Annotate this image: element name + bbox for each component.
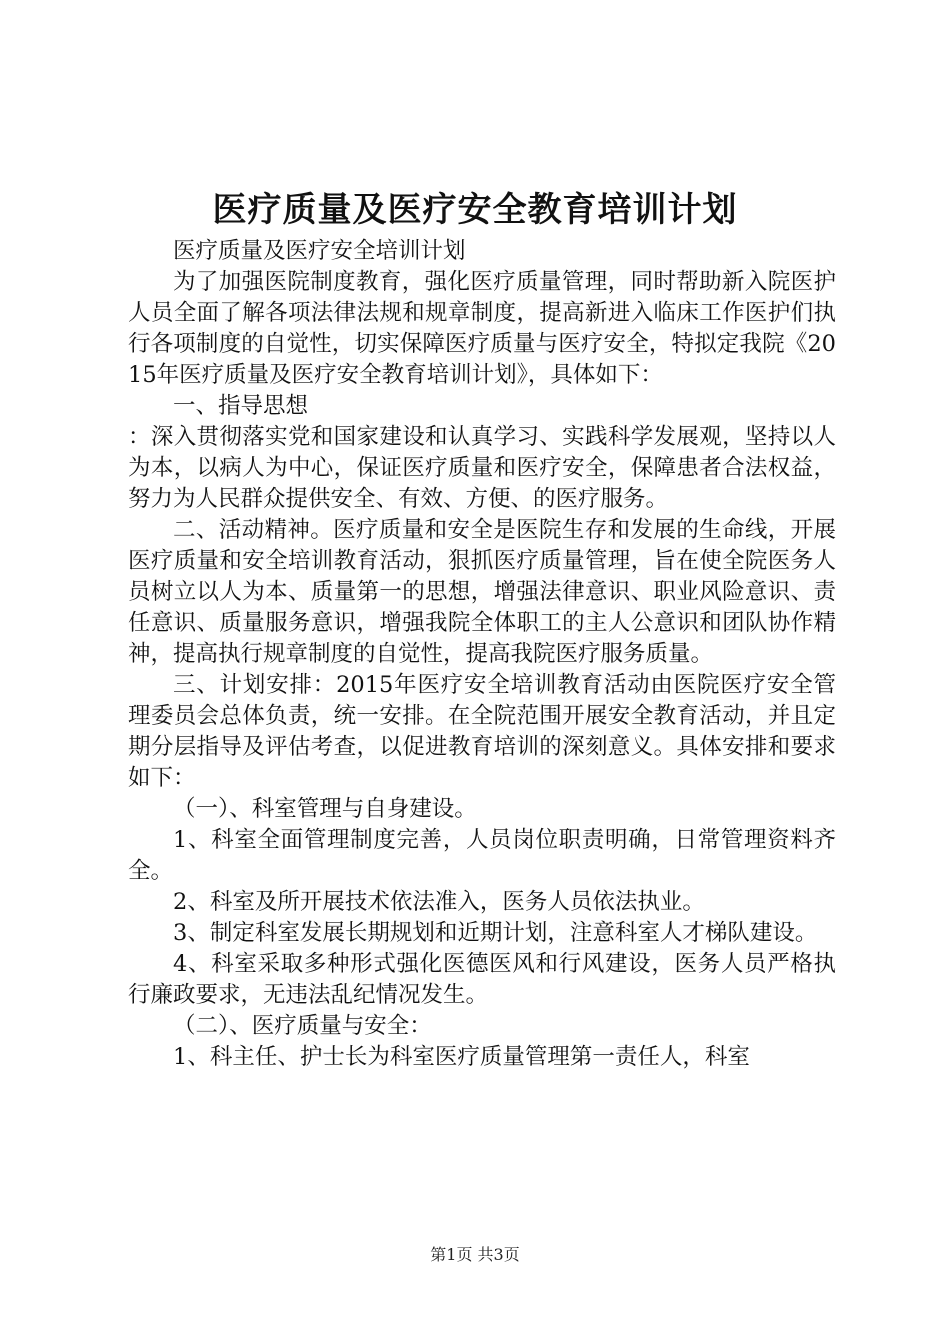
list-item: 3、制定科室发展长期规划和近期计划，注意科室人才梯队建设。 — [173, 920, 818, 946]
intro-paragraph: 为了加强医院制度教育，强化医疗质量管理，同时帮助新入院医护人员全面了解各项法律法规和规章制度，提高新进入临床工作医护们执行各项制度的自觉性，切实保障医疗质量与医疗安全，特拟定我院《2015年医疗质量及医疗安全教育培训计划》，具体如下： — [128, 269, 836, 388]
list-item: 2、科室及所开展技术依法准入，医务人员依法执业。 — [173, 889, 705, 915]
subsection-heading-department-management: （一）、科室管理与自身建设。 — [173, 796, 477, 822]
subsection-heading-quality-safety: （二）、医疗质量与安全： — [173, 1013, 432, 1039]
section-heading-guiding-thought: 一、指导思想 — [173, 393, 309, 419]
document-body — [128, 236, 836, 1073]
guiding-thought-paragraph: ：深入贯彻落实党和国家建设和认真学习、实践科学发展观，坚持以人为本，以病人为中心，保证医疗质量和医疗安全，保障患者合法权益，努力为人民群众提供安全、有效、方便、的医疗服务。 — [128, 424, 836, 512]
document-title: 医疗质量及医疗安全教育培训计划 — [212, 190, 738, 230]
activity-spirit-paragraph: 二、活动精神。医疗质量和安全是医院生存和发展的生命线，开展医疗质量和安全培训教育活动，狠抓医疗质量管理，旨在使全院医务人员树立以人为本、质量第一的思想，增强法律意识、职业风险意识、责任意识、质量服务意识，增强我院全体职工的主人公意识和团队协作精神，提高执行规章制度的自觉性，提高我院医疗服务质量。 — [128, 517, 836, 667]
page-number-footer: 第1页 共3页 — [430, 1245, 520, 1264]
list-item: 1、科主任、护士长为科室医疗质量管理第一责任人，科室 — [173, 1044, 750, 1070]
list-item: 1、科室全面管理制度完善，人员岗位职责明确，日常管理资料齐全。 — [128, 827, 836, 884]
subtitle-paragraph: 医疗质量及医疗安全培训计划 — [173, 238, 466, 264]
list-item: 4、科室采取多种形式强化医德医风和行风建设，医务人员严格执行廉政要求，无违法乱纪情况发生。 — [128, 951, 836, 1008]
plan-arrangement-paragraph: 三、计划安排：2015年医疗安全培训教育活动由医院医疗安全管理委员会总体负责，统一安排。在全院范围开展安全教育活动，并且定期分层指导及评估考查，以促进教育培训的深刻意义。具体安排和要求如下： — [128, 672, 836, 791]
